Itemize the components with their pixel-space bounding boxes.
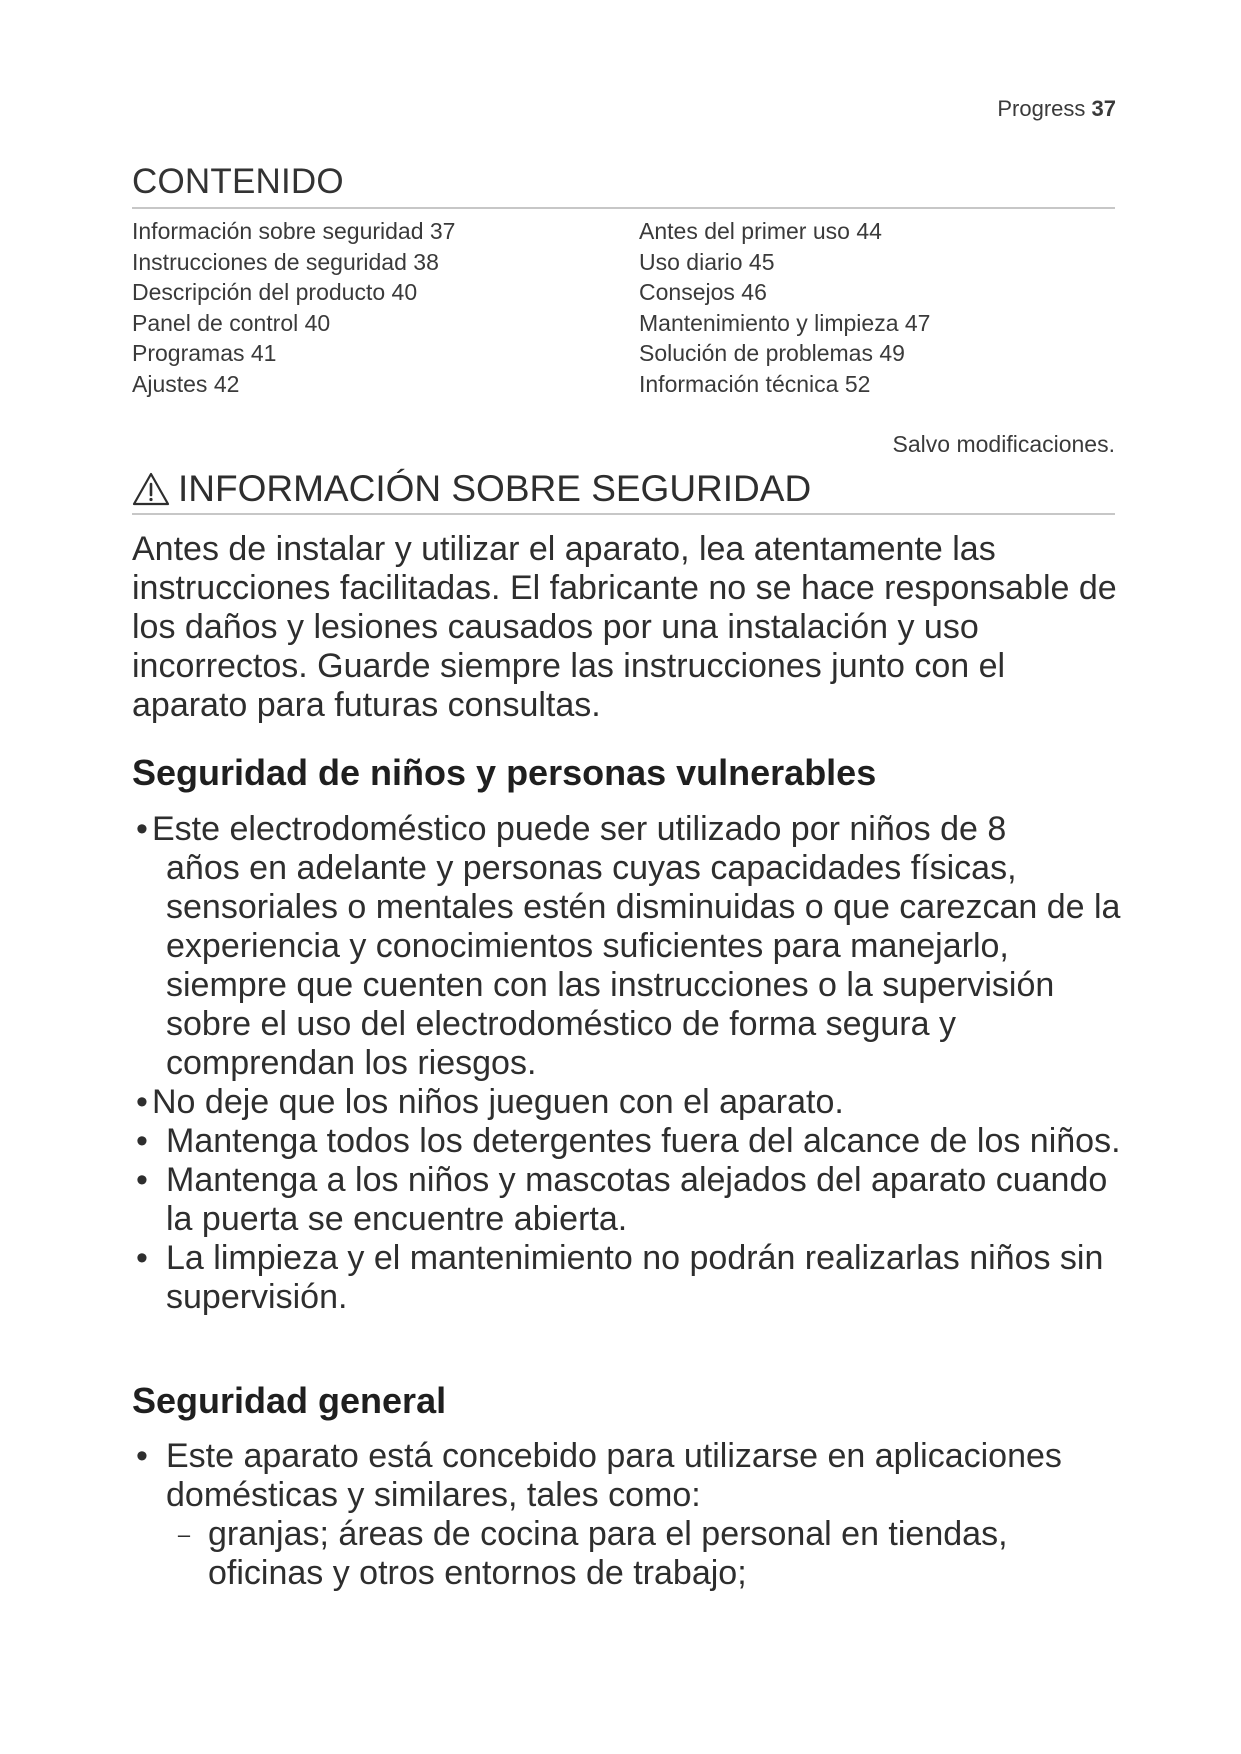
safety-section-title [132, 468, 811, 510]
list-item-text: Este aparato está concebido para utilizarse en aplicaciones domésticas y similares, tales como: [166, 1437, 1062, 1514]
list-item [132, 1239, 1122, 1317]
general-safety-list [132, 1437, 1122, 1593]
list-item [132, 1083, 1122, 1122]
warning-triangle-icon [132, 472, 170, 506]
disclaimer-note: Salvo modificaciones. [892, 431, 1115, 457]
toc-title: CONTENIDO [132, 162, 344, 201]
toc-divider [132, 207, 1115, 209]
list-item-text: La limpieza y el mantenimiento no podrán realizarlas niños sin supervisión. [166, 1239, 1104, 1316]
bullet: • [136, 1083, 148, 1121]
sublist-item-text: granjas; áreas de cocina para el personal en tiendas, oficinas y otros entornos de trabajo; [208, 1515, 1008, 1592]
list-item [132, 1161, 1122, 1239]
toc-entry[interactable]: Información sobre seguridad 37 [132, 218, 456, 244]
children-safety-list [132, 810, 1122, 1317]
safety-divider [132, 513, 1115, 515]
list-item [132, 1437, 1122, 1593]
safety-title-text: INFORMACIÓN SOBRE SEGURIDAD [178, 468, 812, 509]
toc-entry[interactable]: Ajustes 42 [132, 370, 240, 397]
toc-entry[interactable]: Instrucciones de seguridad 38 [132, 248, 439, 275]
list-item-continuation: años en adelante y personas cuyas capacidades físicas, sensoriales o mentales estén disminuidas o que carezcan de la experiencia y conocimientos suficientes para manejarlo, siempre que cuenten con las instrucciones o la supervisión sobre el uso del electrodoméstico de forma segura y comprendan los riesgos. [166, 849, 1121, 1082]
toc-entry[interactable]: Antes del primer uso 44 [639, 218, 882, 244]
toc-entry[interactable]: Solución de problemas 49 [639, 340, 905, 366]
toc-entry[interactable]: Descripción del producto 40 [132, 279, 418, 305]
list-item [132, 810, 1122, 1083]
toc-entry[interactable]: Uso diario 45 [639, 248, 775, 275]
general-safety-heading: Seguridad general [132, 1380, 447, 1421]
page-header [997, 96, 1116, 122]
list-item-text: No deje que los niños jueguen con el aparato. [152, 1083, 844, 1121]
toc-entry[interactable]: Programas 41 [132, 340, 277, 366]
list-item [132, 1122, 1122, 1161]
list-item-first-line: Este electrodoméstico puede ser utilizado por niños de 8 [152, 810, 1007, 848]
list-item-text: Mantenga a los niños y mascotas alejados del aparato cuando la puerta se encuentre abierta. [166, 1161, 1108, 1238]
toc-entry[interactable]: Consejos 46 [639, 279, 767, 305]
bullet: • [136, 1161, 148, 1199]
toc-right-column [639, 216, 930, 399]
bullet: • [136, 1437, 148, 1475]
bullet: • [136, 1239, 148, 1277]
safety-intro-paragraph: Antes de instalar y utilizar el aparato, lea atentamente las instrucciones facilitadas. El fabricante no se hace responsable de los daños y lesiones causados por una instalación y uso incorrectos. Guarde siempre las instrucciones junto con el aparato para futuras consultas. [132, 530, 1117, 724]
dash-marker: – [177, 1522, 191, 1547]
bullet: • [136, 810, 148, 848]
toc-entry[interactable]: Mantenimiento y limpieza 47 [639, 309, 931, 336]
toc-entry[interactable]: Panel de control 40 [132, 309, 331, 336]
toc-left-column [132, 216, 455, 399]
general-safety-sublist [166, 1515, 1122, 1593]
children-safety-heading: Seguridad de niños y personas vulnerables [132, 752, 877, 793]
page-number: 37 [1091, 96, 1116, 121]
sublist-item [166, 1515, 1122, 1593]
toc-entry[interactable]: Información técnica 52 [639, 370, 871, 397]
bullet: • [136, 1122, 148, 1160]
list-item-text: Mantenga todos los detergentes fuera del alcance de los niños. [166, 1122, 1121, 1160]
brand-name: Progress [997, 96, 1086, 121]
